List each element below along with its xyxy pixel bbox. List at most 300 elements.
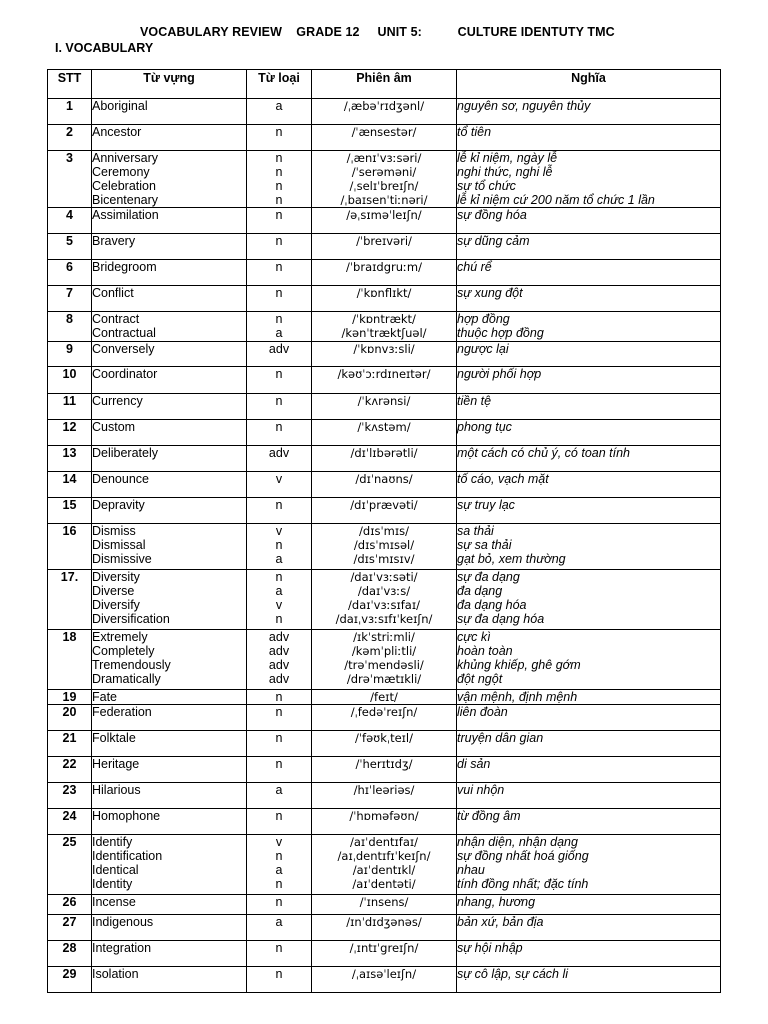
vocabulary-word: Celebration <box>92 179 156 193</box>
word-class: n <box>275 690 283 704</box>
vietnamese-meaning: nhau <box>457 863 485 877</box>
phonetic-transcription-cell <box>312 690 457 705</box>
row-number: 23 <box>48 783 92 809</box>
vocabulary-word: Assimilation <box>92 208 159 222</box>
phonetic-transcription: /ˈfəʊkˌteɪl/ <box>354 731 413 745</box>
row-number: 17. <box>48 570 92 630</box>
phonetic-transcription: /ˈkɒnflɪkt/ <box>356 286 412 300</box>
row-number: 21 <box>48 731 92 757</box>
vocabulary-word: Integration <box>92 941 152 955</box>
row-number: 12 <box>48 420 92 446</box>
vietnamese-meaning: sự truy lạc <box>457 498 515 512</box>
vocabulary-word: Bravery <box>92 234 136 248</box>
vietnamese-meaning: ngược lại <box>457 342 509 356</box>
vocabulary-word: Bicentenary <box>92 193 159 207</box>
vocabulary-word: Dramatically <box>92 672 161 686</box>
word-class-cell <box>247 367 312 394</box>
vocabulary-word: Aboriginal <box>92 99 148 113</box>
vietnamese-meaning-cell <box>457 630 721 690</box>
vocabulary-word-cell <box>92 809 247 835</box>
word-class-cell <box>247 835 312 895</box>
vocabulary-word-cell <box>92 367 247 394</box>
word-class: n <box>275 394 283 408</box>
vietnamese-meaning: lễ kỉ niệm, ngày lễ <box>457 151 558 165</box>
row-number: 26 <box>48 895 92 915</box>
phonetic-transcription-cell <box>312 446 457 472</box>
phonetic-transcription-cell <box>312 915 457 941</box>
vietnamese-meaning: đa dạng <box>457 584 503 598</box>
vocabulary-word: Dismissive <box>92 552 152 566</box>
vocabulary-word-cell <box>92 125 247 151</box>
vocabulary-word-cell <box>92 99 247 125</box>
phonetic-transcription: /ɪnˈdɪdʒənəs/ <box>346 915 422 929</box>
vietnamese-meaning: sự đa dạng hóa <box>457 612 545 626</box>
phonetic-transcription-cell <box>312 125 457 151</box>
column-header-stt: STT <box>48 70 92 99</box>
vocabulary-word-cell <box>92 342 247 367</box>
vietnamese-meaning: nguyên sơ, nguyên thủy <box>457 99 591 113</box>
vocabulary-word: Conversely <box>92 342 155 356</box>
phonetic-transcription-cell <box>312 394 457 420</box>
vocabulary-word: Extremely <box>92 630 148 644</box>
vietnamese-meaning: sự xung đột <box>457 286 523 300</box>
vocabulary-word-cell <box>92 234 247 260</box>
vocabulary-word-cell <box>92 472 247 498</box>
phonetic-transcription: /ˌænɪˈvɜːsəri/ <box>346 151 422 165</box>
word-class: v <box>275 835 283 849</box>
vocabulary-word: Diversify <box>92 598 140 612</box>
word-class: n <box>275 612 283 626</box>
vocabulary-word-cell <box>92 757 247 783</box>
phonetic-transcription: /dɪˈlɪbərətli/ <box>350 446 418 460</box>
table-row <box>48 895 721 915</box>
vocabulary-word-cell <box>92 208 247 234</box>
vietnamese-meaning-cell <box>457 472 721 498</box>
table-row <box>48 967 721 993</box>
vocabulary-word-cell <box>92 967 247 993</box>
phonetic-transcription-cell <box>312 895 457 915</box>
word-class-cell <box>247 783 312 809</box>
phonetic-transcription: /aɪˌdentɪfɪˈkeɪʃn/ <box>337 849 431 863</box>
vocabulary-word-cell <box>92 312 247 342</box>
row-number: 19 <box>48 690 92 705</box>
phonetic-transcription: /ˌɪntɪˈgreɪʃn/ <box>349 941 419 955</box>
phonetic-transcription: /trəˈmendəsli/ <box>344 658 424 672</box>
vietnamese-meaning: sự sa thải <box>457 538 512 552</box>
word-class: adv <box>268 630 290 644</box>
vietnamese-meaning-cell <box>457 151 721 208</box>
phonetic-transcription-cell <box>312 941 457 967</box>
vietnamese-meaning: từ đồng âm <box>457 809 521 823</box>
word-class-cell <box>247 731 312 757</box>
table-row <box>48 690 721 705</box>
vietnamese-meaning: nghi thức, nghi lễ <box>457 165 553 179</box>
table-row <box>48 809 721 835</box>
vocabulary-word: Coordinator <box>92 367 158 381</box>
phonetic-transcription-cell <box>312 757 457 783</box>
vietnamese-meaning-cell <box>457 705 721 731</box>
word-class-cell <box>247 705 312 731</box>
phonetic-transcription: /hɪˈleəriəs/ <box>353 783 415 797</box>
phonetic-transcription: /ˌaɪsəˈleɪʃn/ <box>351 967 417 981</box>
vocabulary-word: Diversity <box>92 570 140 584</box>
phonetic-transcription: /ˈherɪtɪdʒ/ <box>355 757 413 771</box>
document-title: VOCABULARY REVIEW GRADE 12 UNIT 5: CULTURE IDENTUTY TMC <box>140 25 615 39</box>
word-class: n <box>275 809 283 823</box>
vietnamese-meaning: nhận diện, nhận dạng <box>457 835 578 849</box>
vietnamese-meaning: chú rể <box>457 260 492 274</box>
vietnamese-meaning: sự hội nhập <box>457 941 523 955</box>
phonetic-transcription: /dɪsˈmɪsəl/ <box>353 538 415 552</box>
vocabulary-word: Completely <box>92 644 155 658</box>
phonetic-transcription-cell <box>312 731 457 757</box>
word-class: n <box>275 208 283 222</box>
phonetic-transcription: /feɪt/ <box>370 690 398 704</box>
vietnamese-meaning: tố cáo, vạch mặt <box>457 472 549 486</box>
word-class-cell <box>247 472 312 498</box>
vocabulary-word-cell <box>92 630 247 690</box>
vietnamese-meaning: tổ tiên <box>457 125 492 139</box>
word-class: a <box>275 863 283 877</box>
word-class: n <box>275 367 283 381</box>
vietnamese-meaning-cell <box>457 967 721 993</box>
vocabulary-word: Dismissal <box>92 538 146 552</box>
vietnamese-meaning: hoàn toàn <box>457 644 513 658</box>
word-class: a <box>275 326 283 340</box>
vocabulary-word: Isolation <box>92 967 139 981</box>
word-class-cell <box>247 394 312 420</box>
phonetic-transcription: /kənˈtræktʃuəl/ <box>341 326 427 340</box>
vietnamese-meaning: sự đồng hóa <box>457 208 527 222</box>
word-class: n <box>275 570 283 584</box>
word-class-cell <box>247 915 312 941</box>
phonetic-transcription: /ˈhɒməfəʊn/ <box>349 809 419 823</box>
phonetic-transcription-cell <box>312 498 457 524</box>
vietnamese-meaning: một cách có chủ ý, có toan tính <box>457 446 631 460</box>
vocabulary-word: Custom <box>92 420 136 434</box>
phonetic-transcription: /daɪˈvɜːsəti/ <box>350 570 418 584</box>
word-class: n <box>275 538 283 552</box>
row-number: 6 <box>48 260 92 286</box>
phonetic-transcription-cell <box>312 570 457 630</box>
section-heading: I. VOCABULARY <box>55 41 154 55</box>
vietnamese-meaning-cell <box>457 342 721 367</box>
table-body <box>48 99 721 993</box>
vietnamese-meaning: liên đoàn <box>457 705 508 719</box>
phonetic-transcription: /ˈkʌstəm/ <box>357 420 411 434</box>
word-class: n <box>275 234 283 248</box>
row-number: 8 <box>48 312 92 342</box>
vocabulary-word: Incense <box>92 895 136 909</box>
word-class: n <box>275 941 283 955</box>
table-row <box>48 342 721 367</box>
table-row <box>48 151 721 208</box>
row-number: 20 <box>48 705 92 731</box>
vocabulary-word-cell <box>92 524 247 570</box>
phonetic-transcription-cell <box>312 524 457 570</box>
table-row <box>48 915 721 941</box>
phonetic-transcription-cell <box>312 260 457 286</box>
word-class: a <box>275 99 283 113</box>
column-header-pronunciation: Phiên âm <box>312 70 457 99</box>
row-number: 15 <box>48 498 92 524</box>
vietnamese-meaning: sự đồng nhất hoá giống <box>457 849 589 863</box>
table-row <box>48 783 721 809</box>
vocabulary-word: Diverse <box>92 584 135 598</box>
vietnamese-meaning-cell <box>457 234 721 260</box>
vietnamese-meaning-cell <box>457 757 721 783</box>
phonetic-transcription-cell <box>312 367 457 394</box>
vietnamese-meaning: sự tổ chức <box>457 179 516 193</box>
word-class: v <box>275 472 283 486</box>
phonetic-transcription: /daɪˌvɜːsɪfɪˈkeɪʃn/ <box>335 612 433 626</box>
vietnamese-meaning-cell <box>457 394 721 420</box>
phonetic-transcription: /dɪsˈmɪs/ <box>359 524 409 538</box>
word-class-cell <box>247 570 312 630</box>
vietnamese-meaning-cell <box>457 783 721 809</box>
table-row <box>48 260 721 286</box>
word-class-cell <box>247 151 312 208</box>
word-class-cell <box>247 967 312 993</box>
vocabulary-word: Conflict <box>92 286 134 300</box>
row-number: 18 <box>48 630 92 690</box>
phonetic-transcription-cell <box>312 342 457 367</box>
word-class-cell <box>247 342 312 367</box>
word-class: adv <box>268 658 290 672</box>
word-class: n <box>275 193 283 207</box>
vietnamese-meaning: người phối hợp <box>457 367 542 381</box>
table-row <box>48 498 721 524</box>
phonetic-transcription: /ˈkɒntrækt/ <box>352 312 416 326</box>
row-number: 7 <box>48 286 92 312</box>
phonetic-transcription: /ˌæbəˈrɪdʒənl/ <box>343 99 425 113</box>
vietnamese-meaning-cell <box>457 570 721 630</box>
row-number: 4 <box>48 208 92 234</box>
column-header-word-class: Từ loại <box>247 70 312 99</box>
table-header-row <box>48 70 721 99</box>
row-number: 5 <box>48 234 92 260</box>
phonetic-transcription: /ˈbraɪdgruːm/ <box>346 260 422 274</box>
word-class: adv <box>268 672 290 686</box>
vietnamese-meaning: bản xứ, bản địa <box>457 915 544 929</box>
phonetic-transcription: /kəmˈpliːtli/ <box>351 644 417 658</box>
vocabulary-word: Bridegroom <box>92 260 157 274</box>
vocabulary-word: Folktale <box>92 731 136 745</box>
table-row <box>48 446 721 472</box>
word-class: v <box>275 524 283 538</box>
word-class: n <box>275 165 283 179</box>
row-number: 29 <box>48 967 92 993</box>
vocabulary-word: Ancestor <box>92 125 142 139</box>
vietnamese-meaning: tiền tệ <box>457 394 492 408</box>
phonetic-transcription-cell <box>312 705 457 731</box>
table-row <box>48 570 721 630</box>
phonetic-transcription: /kəʊˈɔːrdɪneɪtər/ <box>337 367 431 381</box>
phonetic-transcription-cell <box>312 208 457 234</box>
vietnamese-meaning-cell <box>457 286 721 312</box>
row-number: 3 <box>48 151 92 208</box>
vietnamese-meaning: đa dạng hóa <box>457 598 527 612</box>
word-class-cell <box>247 260 312 286</box>
vietnamese-meaning: thuộc hợp đồng <box>457 326 544 340</box>
vocabulary-word: Contract <box>92 312 140 326</box>
row-number: 25 <box>48 835 92 895</box>
vocabulary-word: Fate <box>92 690 118 704</box>
table-row <box>48 367 721 394</box>
word-class: n <box>275 731 283 745</box>
vietnamese-meaning: phong tục <box>457 420 512 434</box>
vietnamese-meaning-cell <box>457 498 721 524</box>
vocabulary-word: Identity <box>92 877 133 891</box>
word-class-cell <box>247 234 312 260</box>
phonetic-transcription-cell <box>312 312 457 342</box>
word-class: n <box>275 757 283 771</box>
word-class: n <box>275 179 283 193</box>
vocabulary-word: Contractual <box>92 326 156 340</box>
vietnamese-meaning-cell <box>457 367 721 394</box>
table-row <box>48 941 721 967</box>
row-number: 10 <box>48 367 92 394</box>
table-row <box>48 524 721 570</box>
row-number: 1 <box>48 99 92 125</box>
table-row <box>48 705 721 731</box>
word-class: adv <box>268 446 290 460</box>
phonetic-transcription: /ˈkʌrənsi/ <box>357 394 411 408</box>
table-row <box>48 312 721 342</box>
table-row <box>48 208 721 234</box>
vietnamese-meaning-cell <box>457 208 721 234</box>
phonetic-transcription: /ˈænsestər/ <box>351 125 417 139</box>
phonetic-transcription-cell <box>312 809 457 835</box>
table-row <box>48 731 721 757</box>
phonetic-transcription: /aɪˈdentɪkl/ <box>352 863 416 877</box>
table-row <box>48 125 721 151</box>
word-class: a <box>275 783 283 797</box>
row-number: 9 <box>48 342 92 367</box>
word-class: adv <box>268 342 290 356</box>
word-class: n <box>275 312 283 326</box>
phonetic-transcription: /drəˈmætɪkli/ <box>346 672 422 686</box>
row-number: 2 <box>48 125 92 151</box>
vietnamese-meaning-cell <box>457 420 721 446</box>
phonetic-transcription-cell <box>312 151 457 208</box>
phonetic-transcription: /aɪˈdentɪfaɪ/ <box>349 835 419 849</box>
phonetic-transcription: /ˈserəməni/ <box>351 165 417 179</box>
row-number: 27 <box>48 915 92 941</box>
phonetic-transcription-cell <box>312 835 457 895</box>
vocabulary-word: Ceremony <box>92 165 150 179</box>
phonetic-transcription: /dɪˈprævəti/ <box>350 498 418 512</box>
phonetic-transcription: /dɪsˈmɪsɪv/ <box>353 552 415 566</box>
word-class: adv <box>268 644 290 658</box>
vietnamese-meaning-cell <box>457 809 721 835</box>
word-class: n <box>275 705 283 719</box>
table-row <box>48 234 721 260</box>
word-class-cell <box>247 690 312 705</box>
vocabulary-word-cell <box>92 446 247 472</box>
word-class-cell <box>247 498 312 524</box>
word-class: n <box>275 420 283 434</box>
word-class: n <box>275 286 283 300</box>
table-row <box>48 286 721 312</box>
word-class-cell <box>247 630 312 690</box>
phonetic-transcription: /ˈɪnsens/ <box>359 895 409 909</box>
word-class-cell <box>247 895 312 915</box>
row-number: 28 <box>48 941 92 967</box>
vocabulary-word: Heritage <box>92 757 140 771</box>
word-class-cell <box>247 208 312 234</box>
phonetic-transcription: /ˌbaɪsenˈtiːnəri/ <box>340 193 428 207</box>
vietnamese-meaning-cell <box>457 446 721 472</box>
word-class-cell <box>247 941 312 967</box>
vocabulary-word-cell <box>92 731 247 757</box>
table-row <box>48 835 721 895</box>
vietnamese-meaning: vận mệnh, định mệnh <box>457 690 578 704</box>
column-header-word: Từ vựng <box>92 70 247 99</box>
vietnamese-meaning: lễ kỉ niệm cứ 200 năm tổ chức 1 lần <box>457 193 655 207</box>
word-class-cell <box>247 125 312 151</box>
word-class: n <box>275 260 283 274</box>
vocabulary-table <box>47 69 721 993</box>
vietnamese-meaning: đột ngột <box>457 672 503 686</box>
vocabulary-word: Diversification <box>92 612 170 626</box>
table-row <box>48 757 721 783</box>
vietnamese-meaning: tính đồng nhất; đặc tính <box>457 877 589 891</box>
vocabulary-word-cell <box>92 915 247 941</box>
vietnamese-meaning-cell <box>457 941 721 967</box>
word-class-cell <box>247 312 312 342</box>
column-header-meaning: Nghĩa <box>457 70 721 99</box>
word-class: n <box>275 895 283 909</box>
vietnamese-meaning: truyện dân gian <box>457 731 544 745</box>
phonetic-transcription: /ˈbreɪvəri/ <box>356 234 412 248</box>
row-number: 16 <box>48 524 92 570</box>
vocabulary-word: Dismiss <box>92 524 136 538</box>
word-class: v <box>275 598 283 612</box>
word-class: n <box>275 498 283 512</box>
phonetic-transcription: /ˌselɪˈbreɪʃn/ <box>349 179 419 193</box>
vocabulary-word: Federation <box>92 705 152 719</box>
vocabulary-word-cell <box>92 394 247 420</box>
word-class-cell <box>247 809 312 835</box>
phonetic-transcription-cell <box>312 472 457 498</box>
vocabulary-word-cell <box>92 895 247 915</box>
phonetic-transcription-cell <box>312 420 457 446</box>
vocabulary-word: Homophone <box>92 809 161 823</box>
vocabulary-word-cell <box>92 941 247 967</box>
vietnamese-meaning: di sản <box>457 757 491 771</box>
table-row <box>48 99 721 125</box>
vietnamese-meaning: sự đa dạng <box>457 570 520 584</box>
word-class-cell <box>247 524 312 570</box>
vietnamese-meaning-cell <box>457 99 721 125</box>
phonetic-transcription: /daɪˈvɜːs/ <box>357 584 411 598</box>
table-row <box>48 394 721 420</box>
phonetic-transcription-cell <box>312 286 457 312</box>
word-class: n <box>275 849 283 863</box>
phonetic-transcription: /ˈkɒnvɜːsli/ <box>353 342 415 356</box>
word-class-cell <box>247 286 312 312</box>
phonetic-transcription-cell <box>312 967 457 993</box>
vietnamese-meaning-cell <box>457 312 721 342</box>
word-class: a <box>275 552 283 566</box>
vocabulary-word: Anniversary <box>92 151 158 165</box>
vocabulary-word-cell <box>92 151 247 208</box>
vocabulary-word: Identical <box>92 863 139 877</box>
word-class: n <box>275 151 283 165</box>
vocabulary-word: Identification <box>92 849 163 863</box>
vietnamese-meaning: vui nhộn <box>457 783 505 797</box>
